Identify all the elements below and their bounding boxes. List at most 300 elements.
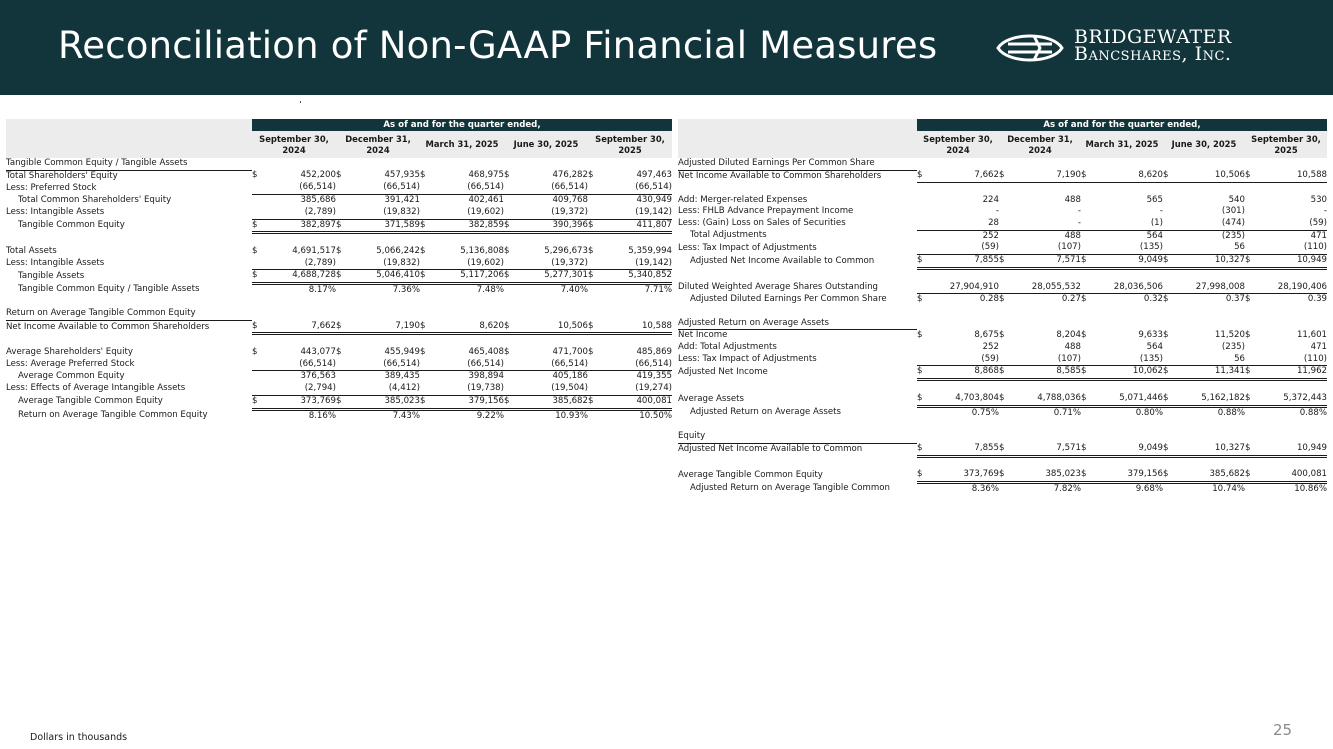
currency-symbol: $ xyxy=(588,219,600,233)
currency-symbol: $ xyxy=(917,469,929,482)
currency-symbol: $ xyxy=(1163,294,1169,305)
empty-cell xyxy=(1175,431,1245,443)
currency-symbol: $ xyxy=(1245,255,1257,269)
table-row xyxy=(6,258,672,270)
row-label: Average Assets xyxy=(678,393,744,404)
section-title: Adjusted Diluted Earnings Per Common Share xyxy=(678,158,917,170)
value-cell: (19,738) xyxy=(432,383,504,395)
currency-symbol xyxy=(1081,206,1093,218)
value-cell: 5,071,446 xyxy=(1093,393,1163,406)
value-cell: (110) xyxy=(1257,354,1327,366)
empty-cell xyxy=(917,158,929,170)
currency-symbol xyxy=(336,409,348,422)
currency-symbol xyxy=(588,207,600,219)
currency-symbol: $ xyxy=(420,170,426,181)
value-cell: 7,662 xyxy=(929,170,999,182)
value-cell: (66,514) xyxy=(348,359,420,371)
table-row xyxy=(678,443,1327,456)
currency-symbol: $ xyxy=(999,255,1011,269)
value-cell: 497,463 xyxy=(636,170,673,181)
row-label: Tangible Assets xyxy=(18,270,85,281)
currency-symbol xyxy=(1081,195,1093,207)
value-cell: 564 xyxy=(1146,342,1163,352)
currency-symbol xyxy=(504,409,516,422)
table-row xyxy=(6,347,672,359)
currency-symbol xyxy=(420,284,432,297)
currency-symbol xyxy=(504,383,516,395)
value-cell: 7,571 xyxy=(1011,255,1081,269)
currency-symbol: $ xyxy=(1245,170,1257,182)
currency-symbol xyxy=(420,383,432,395)
currency-symbol xyxy=(1245,206,1257,218)
value-cell: 10,588 xyxy=(600,321,672,334)
value-cell: 10.93% xyxy=(555,410,588,421)
value-cell: (66,514) xyxy=(432,182,504,194)
value-cell: 10,506 xyxy=(516,321,588,334)
value-cell: 28,190,406 xyxy=(1257,282,1327,294)
empty-cell xyxy=(600,308,672,320)
bridgewater-logo-icon xyxy=(994,28,1066,68)
value-cell: 373,769 xyxy=(929,469,999,482)
currency-symbol xyxy=(1081,282,1093,294)
currency-symbol: $ xyxy=(1163,469,1175,482)
currency-symbol xyxy=(1163,354,1175,366)
table-row xyxy=(678,483,1327,496)
empty-cell xyxy=(1081,318,1093,330)
value-cell: 5,117,206 xyxy=(432,270,504,284)
value-cell: (135) xyxy=(1093,242,1163,254)
currency-symbol xyxy=(420,409,432,422)
table-row xyxy=(678,393,1327,406)
value-cell: 5,046,410 xyxy=(348,270,420,284)
value-cell: 411,807 xyxy=(600,219,672,233)
value-cell: 28,055,532 xyxy=(1011,282,1081,294)
currency-symbol xyxy=(504,207,516,219)
currency-symbol xyxy=(588,284,600,297)
currency-symbol xyxy=(588,182,600,194)
value-cell: 0.32 xyxy=(1143,294,1163,305)
adjusted-earnings-table xyxy=(678,119,1327,496)
title-banner xyxy=(0,0,1333,95)
currency-symbol xyxy=(420,359,432,371)
empty-cell xyxy=(999,318,1011,330)
currency-symbol xyxy=(999,406,1011,419)
section-header-row xyxy=(6,158,672,170)
value-cell: 7.82% xyxy=(1053,484,1081,495)
currency-symbol xyxy=(588,371,600,383)
empty-cell xyxy=(1257,318,1327,330)
currency-symbol: $ xyxy=(999,170,1011,182)
currency-symbol: $ xyxy=(504,270,516,284)
currency-symbol: $ xyxy=(336,321,348,334)
value-cell: 7,190 xyxy=(1011,170,1081,182)
currency-symbol: $ xyxy=(588,245,594,256)
value-cell: 455,949 xyxy=(384,347,420,357)
row-label: Less: Effects of Average Intangible Assets xyxy=(6,383,186,394)
currency-symbol: $ xyxy=(420,395,432,409)
currency-symbol: $ xyxy=(1081,170,1093,182)
currency-symbol xyxy=(999,342,1011,354)
empty-cell xyxy=(1011,431,1081,443)
currency-symbol xyxy=(917,195,929,207)
table-row xyxy=(6,371,672,383)
value-cell: 398,894 xyxy=(468,371,504,382)
currency-symbol xyxy=(917,483,929,496)
row-label: Less: Intangible Assets xyxy=(6,257,105,268)
empty-cell xyxy=(1011,318,1081,330)
currency-symbol xyxy=(1245,230,1257,242)
table-row xyxy=(678,469,1327,482)
company-logo xyxy=(994,28,1324,72)
value-cell: 28 xyxy=(929,218,999,230)
value-cell: 488 xyxy=(1064,342,1081,352)
value-cell: 465,408 xyxy=(468,347,504,357)
value-cell: 7,662 xyxy=(264,321,336,334)
value-cell: 10,327 xyxy=(1175,443,1245,456)
value-cell: 5,277,301 xyxy=(516,270,588,284)
currency-symbol: $ xyxy=(1245,443,1257,456)
value-cell: 8,204 xyxy=(1056,330,1081,341)
table-row xyxy=(678,354,1327,366)
row-label: Less: Tax Impact of Adjustments xyxy=(678,242,817,253)
empty-cell xyxy=(516,158,588,170)
value-cell: 402,461 xyxy=(468,195,504,206)
column-header-row xyxy=(6,131,672,158)
value-cell: 7,571 xyxy=(1011,443,1081,456)
spacer-cell xyxy=(6,297,672,309)
column-header: March 31, 2025 xyxy=(1081,131,1163,158)
value-cell: (19,602) xyxy=(432,207,504,219)
currency-symbol xyxy=(1163,195,1175,207)
row-label: Less: Average Preferred Stock xyxy=(6,358,135,369)
value-cell: (19,142) xyxy=(600,258,672,270)
row-label: Diluted Weighted Average Shares Outstanding xyxy=(678,281,879,292)
page-title: Reconciliation of Non-GAAP Financial Measures xyxy=(58,24,938,67)
logo-wordmark xyxy=(1074,26,1232,65)
row-label: Total Assets xyxy=(6,245,57,256)
currency-symbol: $ xyxy=(336,395,348,409)
currency-symbol: $ xyxy=(504,347,510,357)
table-row xyxy=(6,395,672,409)
currency-symbol: $ xyxy=(1081,255,1093,269)
value-cell: (66,514) xyxy=(516,182,588,194)
value-cell: (19,142) xyxy=(600,207,672,219)
value-cell: 0.27 xyxy=(1061,294,1081,305)
value-cell: 385,682 xyxy=(1175,469,1245,482)
value-cell: 7.48% xyxy=(476,285,504,296)
currency-symbol xyxy=(336,359,348,371)
currency-symbol xyxy=(1163,483,1175,496)
row-label: Less: Intangible Assets xyxy=(6,207,105,218)
value-cell: (66,514) xyxy=(600,182,672,194)
currency-symbol xyxy=(252,284,264,297)
value-cell: 5,066,242 xyxy=(376,245,420,256)
row-label: Less: (Gain) Loss on Sales of Securities xyxy=(678,218,846,229)
table-row xyxy=(6,383,672,395)
currency-symbol: $ xyxy=(336,219,348,233)
currency-symbol: $ xyxy=(1245,330,1251,341)
empty-cell xyxy=(1093,158,1163,170)
value-cell: (4,412) xyxy=(348,383,420,395)
spacer-cell xyxy=(678,182,1327,194)
empty-cell xyxy=(1257,158,1327,170)
section-title: Equity xyxy=(678,431,917,443)
value-cell: 56 xyxy=(1175,242,1245,254)
value-cell: 10.74% xyxy=(1212,484,1245,495)
row-label: Return on Average Tangible Common Equity xyxy=(18,409,208,420)
currency-symbol xyxy=(1245,354,1257,366)
value-cell: (19,832) xyxy=(348,207,420,219)
table-row xyxy=(6,219,672,233)
currency-symbol: $ xyxy=(1081,294,1087,305)
currency-symbol xyxy=(917,218,929,230)
currency-symbol xyxy=(336,258,348,270)
row-label: Net Income Available to Common Shareholders xyxy=(6,321,210,332)
section-title: Return on Average Tangible Common Equity xyxy=(6,308,252,320)
currency-symbol: $ xyxy=(1163,393,1175,406)
value-cell: (66,514) xyxy=(516,359,588,371)
value-cell: 540 xyxy=(1228,194,1245,205)
value-cell: 400,081 xyxy=(600,395,672,409)
currency-symbol: $ xyxy=(1163,255,1175,269)
spacer-row xyxy=(6,334,672,347)
empty-cell xyxy=(1245,431,1257,443)
currency-symbol xyxy=(917,406,929,419)
value-cell: 7.71% xyxy=(644,285,673,296)
empty-cell xyxy=(516,308,588,320)
column-header: June 30, 2025 xyxy=(504,131,588,158)
currency-symbol: $ xyxy=(999,366,1011,380)
currency-symbol xyxy=(252,359,264,371)
table-row xyxy=(6,207,672,219)
table-row xyxy=(6,195,672,207)
section-header-row xyxy=(678,318,1327,330)
value-cell: 0.88% xyxy=(1217,407,1245,418)
row-label: Average Tangible Common Equity xyxy=(678,470,823,481)
currency-symbol xyxy=(504,359,516,371)
row-label: Average Common Equity xyxy=(18,371,125,382)
value-cell: 0.75% xyxy=(971,407,999,418)
spacer-cell xyxy=(678,419,1327,431)
currency-symbol xyxy=(420,371,432,383)
value-cell: (19,504) xyxy=(516,383,588,395)
currency-symbol: $ xyxy=(1163,443,1175,456)
value-cell: (107) xyxy=(1011,242,1081,254)
empty-cell xyxy=(1081,158,1093,170)
logo-line-1: BRIDGEWATER xyxy=(1074,26,1232,48)
empty-cell xyxy=(504,308,516,320)
value-cell: 7.36% xyxy=(392,285,420,296)
currency-symbol xyxy=(420,258,432,270)
table-row xyxy=(6,182,672,194)
period-band-label: As of and for the quarter ended, xyxy=(252,119,672,131)
table-row xyxy=(678,282,1327,294)
section-header-row xyxy=(678,158,1327,170)
currency-symbol xyxy=(1081,218,1093,230)
empty-cell xyxy=(348,308,420,320)
value-cell: 5,296,673 xyxy=(544,245,588,256)
empty-cell xyxy=(1245,158,1257,170)
value-cell: 8,868 xyxy=(929,366,999,380)
currency-symbol: $ xyxy=(1081,366,1093,380)
currency-symbol xyxy=(504,182,516,194)
currency-symbol xyxy=(252,409,264,422)
currency-symbol: $ xyxy=(252,245,258,256)
currency-symbol xyxy=(588,409,600,422)
value-cell: (2,789) xyxy=(264,207,336,219)
currency-symbol: $ xyxy=(1163,330,1169,341)
value-cell: 27,998,008 xyxy=(1175,282,1245,294)
row-label: Average Tangible Common Equity xyxy=(18,396,163,407)
value-cell: 390,396 xyxy=(516,219,588,233)
currency-symbol xyxy=(1245,406,1257,419)
currency-symbol xyxy=(999,483,1011,496)
value-cell: (59) xyxy=(929,242,999,254)
section-header-row xyxy=(6,308,672,320)
currency-symbol: $ xyxy=(1081,469,1093,482)
value-cell: 5,162,182 xyxy=(1175,393,1245,406)
value-cell: 485,869 xyxy=(636,347,673,357)
value-cell: 371,589 xyxy=(348,219,420,233)
value-cell: 0.37 xyxy=(1225,294,1245,305)
value-cell: 385,682 xyxy=(516,395,588,409)
currency-symbol: $ xyxy=(999,330,1005,341)
currency-symbol xyxy=(1163,406,1175,419)
row-label: Tangible Common Equity xyxy=(18,220,125,231)
value-cell: (135) xyxy=(1093,354,1163,366)
column-header: September 30, 2025 xyxy=(1245,131,1327,158)
currency-symbol xyxy=(917,206,929,218)
table-row xyxy=(678,366,1327,380)
table-row xyxy=(678,206,1327,218)
table-row xyxy=(6,359,672,371)
value-cell: 27,904,910 xyxy=(929,282,999,294)
currency-symbol xyxy=(336,371,348,383)
row-label: Average Shareholders' Equity xyxy=(6,347,133,357)
currency-symbol: $ xyxy=(917,294,923,305)
value-cell: 9,633 xyxy=(1138,330,1163,341)
currency-symbol xyxy=(252,371,264,383)
period-band-label: As of and for the quarter ended, xyxy=(917,119,1327,131)
spacer-row xyxy=(678,306,1327,318)
currency-symbol: $ xyxy=(917,393,929,406)
currency-symbol xyxy=(420,182,432,194)
spacer-cell xyxy=(678,268,1327,281)
empty-cell xyxy=(588,308,600,320)
value-cell: (19,274) xyxy=(600,383,672,395)
currency-symbol xyxy=(999,230,1011,242)
footnote: Dollars in thousands xyxy=(30,732,128,743)
currency-symbol: $ xyxy=(999,469,1011,482)
currency-symbol xyxy=(999,354,1011,366)
value-cell: 385,023 xyxy=(1011,469,1081,482)
currency-symbol xyxy=(999,242,1011,254)
value-cell: (107) xyxy=(1011,354,1081,366)
empty-cell xyxy=(348,158,420,170)
page-number: 25 xyxy=(1273,721,1293,739)
value-cell: 10.50% xyxy=(639,410,673,421)
spacer-cell xyxy=(6,233,672,246)
value-cell: 430,949 xyxy=(636,195,673,206)
row-label: Adjusted Diluted Earnings Per Common Share xyxy=(690,293,887,304)
table-row xyxy=(678,294,1327,306)
spacer-row xyxy=(678,268,1327,281)
value-cell: 0.28 xyxy=(979,294,999,305)
empty-cell xyxy=(1175,158,1245,170)
value-cell: 409,768 xyxy=(552,195,588,206)
value-cell: (66,514) xyxy=(264,359,336,371)
currency-symbol xyxy=(336,195,348,207)
currency-symbol: $ xyxy=(336,245,342,256)
value-cell: 471 xyxy=(1310,342,1328,352)
value-cell: - xyxy=(1159,206,1163,217)
currency-symbol: $ xyxy=(420,321,432,334)
value-cell: 405,186 xyxy=(552,371,588,382)
currency-symbol xyxy=(1163,218,1175,230)
value-cell: (235) xyxy=(1221,342,1245,352)
table-row xyxy=(678,242,1327,254)
value-cell: 0.80% xyxy=(1135,407,1163,418)
value-cell: 373,769 xyxy=(264,395,336,409)
currency-symbol: $ xyxy=(917,330,923,341)
currency-symbol xyxy=(588,359,600,371)
value-cell: (110) xyxy=(1257,242,1327,254)
value-cell: 5,340,852 xyxy=(600,270,672,284)
value-cell: 452,200 xyxy=(300,170,336,181)
row-label: Adjusted Net Income Available to Common xyxy=(690,255,875,266)
currency-symbol xyxy=(252,258,264,270)
currency-symbol: $ xyxy=(1245,366,1257,380)
currency-symbol: $ xyxy=(917,443,929,456)
table-row xyxy=(678,255,1327,269)
empty-cell xyxy=(1163,158,1175,170)
table-row xyxy=(6,321,672,334)
column-header: December 31, 2024 xyxy=(999,131,1081,158)
value-cell: 8,620 xyxy=(1093,170,1163,182)
currency-symbol: $ xyxy=(917,170,929,182)
value-cell: 224 xyxy=(982,194,999,205)
row-label: Adjusted Return on Average Assets xyxy=(690,406,842,417)
column-header: December 31, 2024 xyxy=(336,131,420,158)
value-cell: 10.86% xyxy=(1294,484,1328,495)
spacer-row xyxy=(678,182,1327,194)
currency-symbol: $ xyxy=(588,270,600,284)
currency-symbol xyxy=(1163,230,1175,242)
value-cell: 8,620 xyxy=(432,321,504,334)
section-title: Adjusted Return on Average Assets xyxy=(678,318,917,330)
value-cell: 476,282 xyxy=(552,170,588,181)
currency-symbol: $ xyxy=(588,395,600,409)
currency-symbol: $ xyxy=(252,347,258,357)
value-cell: (66,514) xyxy=(432,359,504,371)
currency-symbol xyxy=(999,218,1011,230)
value-cell: 8,585 xyxy=(1011,366,1081,380)
currency-symbol xyxy=(1163,282,1175,294)
currency-symbol xyxy=(1081,483,1093,496)
empty-cell xyxy=(504,158,516,170)
value-cell: - xyxy=(1323,206,1328,217)
currency-symbol: $ xyxy=(504,219,516,233)
empty-cell xyxy=(264,158,336,170)
spacer-row xyxy=(6,297,672,309)
currency-symbol: $ xyxy=(504,321,516,334)
value-cell: 56 xyxy=(1175,354,1245,366)
currency-symbol xyxy=(504,195,516,207)
row-label: Total Adjustments xyxy=(690,230,767,241)
currency-symbol xyxy=(1081,230,1093,242)
empty-cell xyxy=(432,158,504,170)
currency-symbol: $ xyxy=(999,294,1005,305)
